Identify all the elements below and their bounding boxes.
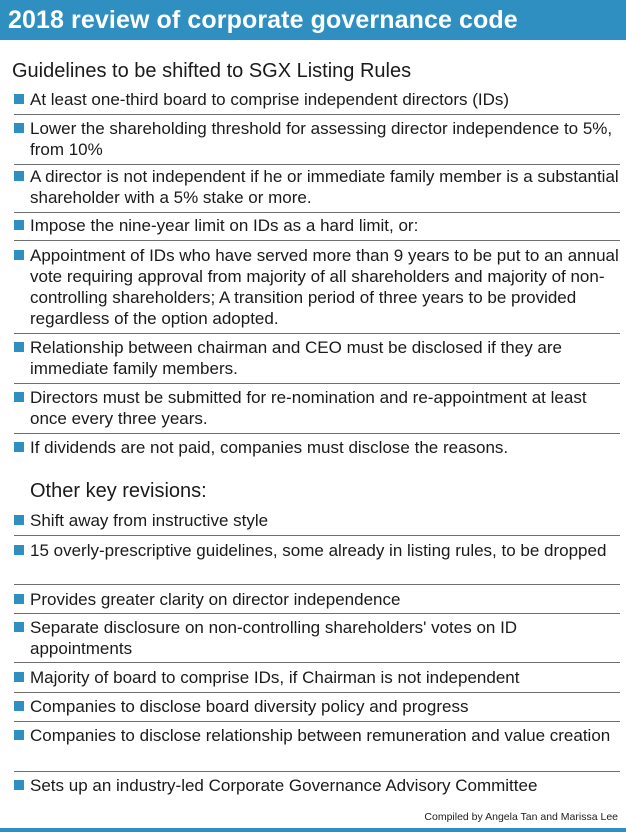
divider <box>14 771 620 772</box>
list-item <box>14 337 620 379</box>
list-item-text: Companies to disclose board diversity policy and progress <box>30 697 469 716</box>
square-bullet-icon <box>14 545 24 555</box>
list-item-text: Impose the nine-year limit on IDs as a hard limit, or: <box>30 216 419 235</box>
list-item <box>14 89 620 110</box>
list-item-text: Companies to disclose relationship between remuneration and value creation <box>30 726 611 745</box>
list-item-text: At least one-third board to comprise independent directors (IDs) <box>30 90 510 109</box>
square-bullet-icon <box>14 250 24 260</box>
list-item-text: If dividends are not paid, companies must disclose the reasons. <box>30 438 509 457</box>
list-item <box>14 118 620 160</box>
list-item-text: Provides greater clarity on director independence <box>30 590 401 609</box>
main-content <box>0 40 626 827</box>
divider <box>14 164 620 165</box>
divider <box>14 613 620 614</box>
title-bar <box>0 0 626 40</box>
list-item-text: 15 overly-prescriptive guidelines, some already in listing rules, to be dropped <box>30 541 607 560</box>
page-title: 2018 review of corporate governance code <box>8 5 518 34</box>
section-heading-other-revisions: Other key revisions: <box>30 480 207 502</box>
list-item <box>14 667 620 688</box>
divider <box>14 433 620 434</box>
list-item-text: Directors must be submitted for re-nomination and re-appointment at least once every three years. <box>30 388 587 428</box>
list-item <box>14 696 620 717</box>
divider <box>14 662 620 663</box>
list-item-text: Appointment of IDs who have served more than 9 years to be put to an annual vote requiring approval from majority of all shareholders and majority of non-controlling shareholders; A transition period of three years to be provided regardless of the option adopted. <box>30 246 619 328</box>
list-item-text: Majority of board to comprise IDs, if Chairman is not independent <box>30 668 520 687</box>
square-bullet-icon <box>14 701 24 711</box>
square-bullet-icon <box>14 220 24 230</box>
list-item <box>14 617 620 659</box>
divider <box>14 240 620 241</box>
list-item-text: Relationship between chairman and CEO must be disclosed if they are immediate family members. <box>30 338 563 378</box>
divider <box>14 114 620 115</box>
square-bullet-icon <box>14 392 24 402</box>
list-item-text: Sets up an industry-led Corporate Governance Advisory Committee <box>30 776 538 795</box>
list-item <box>14 166 620 208</box>
square-bullet-icon <box>14 342 24 352</box>
square-bullet-icon <box>14 672 24 682</box>
list-item <box>14 540 620 561</box>
square-bullet-icon <box>14 123 24 133</box>
bottom-rule <box>0 828 626 832</box>
list-item <box>14 387 620 429</box>
square-bullet-icon <box>14 780 24 790</box>
list-item <box>14 245 620 329</box>
section-heading-listing-rules: Guidelines to be shifted to SGX Listing Rules <box>12 60 412 82</box>
list-item <box>14 725 620 746</box>
compiled-by-credit: Compiled by Angela Tan and Marissa Lee <box>424 811 618 823</box>
square-bullet-icon <box>14 515 24 525</box>
list-item <box>14 589 620 610</box>
divider <box>14 721 620 722</box>
list-item-text: Lower the shareholding threshold for assessing director independence to 5%, from 10% <box>30 119 613 159</box>
divider <box>14 584 620 585</box>
divider <box>14 333 620 334</box>
divider <box>14 535 620 536</box>
list-item-text: Shift away from instructive style <box>30 511 269 530</box>
list-item-text: Separate disclosure on non-controlling shareholders' votes on ID appointments <box>30 618 518 658</box>
divider <box>14 212 620 213</box>
list-item <box>14 437 620 458</box>
divider <box>14 383 620 384</box>
square-bullet-icon <box>14 94 24 104</box>
square-bullet-icon <box>14 171 24 181</box>
list-item <box>14 215 620 236</box>
square-bullet-icon <box>14 622 24 632</box>
list-item-text: A director is not independent if he or immediate family member is a substantial shareholder with a 5% stake or more. <box>30 167 619 207</box>
square-bullet-icon <box>14 730 24 740</box>
list-item <box>14 510 620 531</box>
list-item <box>14 775 620 796</box>
square-bullet-icon <box>14 594 24 604</box>
square-bullet-icon <box>14 442 24 452</box>
divider <box>14 692 620 693</box>
